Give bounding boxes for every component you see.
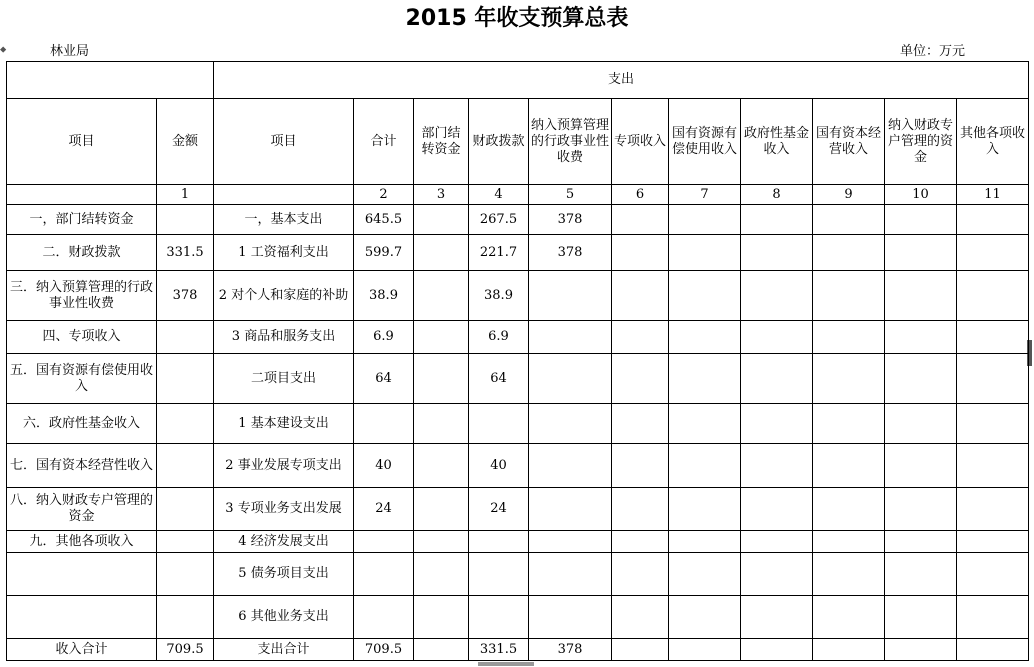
income-item-cell: 七．国有资本经营性收入 — [7, 444, 157, 488]
transfer-cell — [414, 596, 469, 639]
income-item-cell — [7, 553, 157, 596]
income-item-cell: 八．纳入财政专户管理的资金 — [7, 488, 157, 531]
table-row — [7, 553, 1029, 596]
income-item-cell: 五．国有资源有偿使用收入 — [7, 354, 157, 404]
total-cell: 40 — [354, 444, 414, 488]
transfer-cell — [414, 553, 469, 596]
unit-label: 单位：万元 — [900, 44, 966, 59]
col-number-cell: 2 — [354, 185, 414, 205]
bottom-scrollbar[interactable] — [478, 662, 534, 666]
transfer-total-cell — [414, 639, 469, 661]
expense-item-cell: 5 债务项目支出 — [214, 553, 354, 596]
income-amount-cell — [157, 531, 214, 553]
col-number-cell: 8 — [741, 185, 813, 205]
income-amount-cell — [157, 488, 214, 531]
header-state-capital-income: 国有资本经营收入 — [813, 99, 885, 185]
total-cell — [354, 404, 414, 444]
col-number-cell — [214, 185, 354, 205]
col-number-cell: 9 — [813, 185, 885, 205]
income-total-amount: 709.5 — [157, 639, 214, 661]
fiscal-cell — [469, 531, 529, 553]
income-item-cell: 六．政府性基金收入 — [7, 404, 157, 444]
col-number-cell: 5 — [529, 185, 612, 205]
table-row — [7, 354, 1029, 404]
fees-cell — [529, 488, 612, 531]
header-blank-cell — [7, 62, 214, 99]
table-row — [7, 531, 1029, 553]
col-number-cell: 11 — [957, 185, 1029, 205]
expense-total-label: 支出合计 — [214, 639, 354, 661]
table-row — [7, 205, 1029, 235]
header-total: 合计 — [354, 99, 414, 185]
total-cell — [354, 531, 414, 553]
total-cell: 599.7 — [354, 235, 414, 271]
transfer-cell — [414, 354, 469, 404]
table-row — [7, 444, 1029, 488]
total-cell — [354, 553, 414, 596]
header-transfer-funds: 部门结转资金 — [414, 99, 469, 185]
income-amount-cell: 331.5 — [157, 235, 214, 271]
income-item-cell: 九．其他各项收入 — [7, 531, 157, 553]
table-row — [7, 404, 1029, 444]
fees-cell — [529, 531, 612, 553]
col-number-cell: 1 — [157, 185, 214, 205]
table-row — [7, 321, 1029, 354]
header-special-income: 专项收入 — [612, 99, 669, 185]
fees-cell — [529, 354, 612, 404]
fees-cell — [529, 444, 612, 488]
header-row-2 — [7, 99, 1029, 185]
col-number-cell: 3 — [414, 185, 469, 205]
transfer-cell — [414, 235, 469, 271]
fiscal-cell — [469, 553, 529, 596]
header-special-account-funds: 纳入财政专户管理的资金 — [885, 99, 957, 185]
fees-cell: 378 — [529, 205, 612, 235]
page-title: 2015 年收支预算总表 — [405, 6, 629, 31]
expense-item-cell: 6 其他业务支出 — [214, 596, 354, 639]
income-item-cell — [7, 596, 157, 639]
transfer-cell — [414, 488, 469, 531]
expense-item-cell: 2 事业发展专项支出 — [214, 444, 354, 488]
transfer-cell — [414, 321, 469, 354]
fees-cell — [529, 271, 612, 321]
col-number-cell: 6 — [612, 185, 669, 205]
header-expense-item: 项目 — [214, 99, 354, 185]
fiscal-total-cell: 331.5 — [469, 639, 529, 661]
expense-item-cell: 1 基本建设支出 — [214, 404, 354, 444]
transfer-cell — [414, 444, 469, 488]
header-other-income: 其他各项收入 — [957, 99, 1029, 185]
expense-item-cell: 4 经济发展支出 — [214, 531, 354, 553]
income-total-label: 收入合计 — [7, 639, 157, 661]
fiscal-cell — [469, 404, 529, 444]
table-row — [7, 596, 1029, 639]
income-amount-cell — [157, 321, 214, 354]
table-row — [7, 488, 1029, 531]
fiscal-cell: 24 — [469, 488, 529, 531]
fees-cell — [529, 321, 612, 354]
income-amount-cell — [157, 553, 214, 596]
expense-item-cell: 1 工资福利支出 — [214, 235, 354, 271]
table-row — [7, 271, 1029, 321]
fiscal-cell: 221.7 — [469, 235, 529, 271]
expense-item-cell: 2 对个人和家庭的补助 — [214, 271, 354, 321]
row-marker-icon: ⬥ — [0, 45, 7, 55]
expense-total-cell: 709.5 — [354, 639, 414, 661]
transfer-cell — [414, 404, 469, 444]
table-row — [7, 235, 1029, 271]
header-gov-fund-income: 政府性基金收入 — [741, 99, 813, 185]
header-income-item: 项目 — [7, 99, 157, 185]
income-item-cell: 二．财政拨款 — [7, 235, 157, 271]
total-cell: 38.9 — [354, 271, 414, 321]
fees-cell — [529, 596, 612, 639]
income-item-cell: 一，部门结转资金 — [7, 205, 157, 235]
fiscal-cell: 40 — [469, 444, 529, 488]
expense-item-cell: 3 专项业务支出发展 — [214, 488, 354, 531]
fiscal-cell: 6.9 — [469, 321, 529, 354]
header-admin-fees: 纳入预算管理的行政事业性收费 — [529, 99, 612, 185]
col-number-cell — [7, 185, 157, 205]
department-label: 林业局 — [50, 44, 90, 59]
total-cell: 64 — [354, 354, 414, 404]
total-cell — [354, 596, 414, 639]
total-cell: 24 — [354, 488, 414, 531]
income-amount-cell: 378 — [157, 271, 214, 321]
column-number-row — [7, 185, 1029, 205]
col-number-cell: 4 — [469, 185, 529, 205]
expense-item-cell: 一，基本支出 — [214, 205, 354, 235]
fees-cell — [529, 404, 612, 444]
col-number-cell: 7 — [669, 185, 741, 205]
expense-item-cell: 二项目支出 — [214, 354, 354, 404]
total-cell: 6.9 — [354, 321, 414, 354]
income-amount-cell — [157, 596, 214, 639]
budget-table — [6, 61, 1029, 661]
fees-cell: 378 — [529, 235, 612, 271]
fiscal-cell — [469, 596, 529, 639]
fees-cell — [529, 553, 612, 596]
income-amount-cell — [157, 404, 214, 444]
expense-item-cell: 3 商品和服务支出 — [214, 321, 354, 354]
fiscal-cell: 267.5 — [469, 205, 529, 235]
fiscal-cell: 64 — [469, 354, 529, 404]
transfer-cell — [414, 205, 469, 235]
col-number-cell: 10 — [885, 185, 957, 205]
fees-total-cell: 378 — [529, 639, 612, 661]
income-item-cell: 四、专项收入 — [7, 321, 157, 354]
header-fiscal-allocation: 财政拨款 — [469, 99, 529, 185]
totals-row — [7, 639, 1029, 661]
fiscal-cell: 38.9 — [469, 271, 529, 321]
transfer-cell — [414, 271, 469, 321]
header-income-amount: 金额 — [157, 99, 214, 185]
income-amount-cell — [157, 205, 214, 235]
income-amount-cell — [157, 354, 214, 404]
total-cell: 645.5 — [354, 205, 414, 235]
income-amount-cell — [157, 444, 214, 488]
expense-group-header: 支出 — [214, 62, 1029, 99]
income-item-cell: 三．纳入预算管理的行政事业性收费 — [7, 271, 157, 321]
header-row-1 — [7, 62, 1029, 99]
header-state-resource-income: 国有资源有偿使用收入 — [669, 99, 741, 185]
transfer-cell — [414, 531, 469, 553]
